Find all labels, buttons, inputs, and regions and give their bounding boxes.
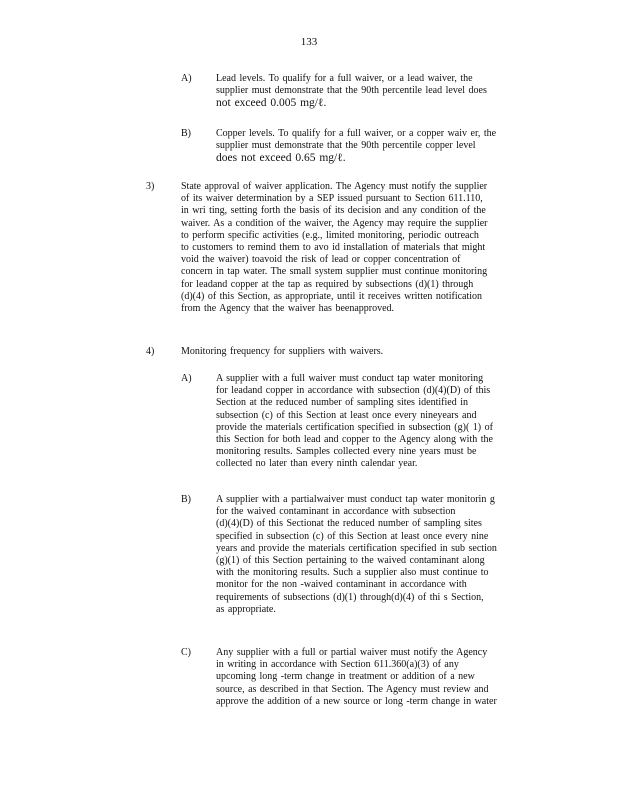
text-line: Any supplier with a full or partial waiver must notify the Agency	[216, 647, 488, 658]
item-label-partial-waiver: B)	[181, 494, 191, 505]
item-label-monitoring-frequency: 4)	[146, 346, 155, 357]
paragraph-lead-levels	[216, 73, 530, 110]
text-line: specified in subsection (c) of this Section at least once every nine	[216, 530, 489, 542]
text-line: monitor for the non -waived contaminant in accordance with	[216, 579, 467, 591]
text-line: Section at the reduced number of sampling sites identified in	[216, 397, 468, 409]
text-line: Monitoring frequency for suppliers with waivers.	[181, 346, 384, 357]
paragraph-partial-waiver	[216, 494, 536, 616]
text-line: monitoring results. Samples collected every nine years must be	[216, 446, 477, 458]
text-line: upcoming long -term change in treatment or addition of a new	[216, 671, 475, 683]
text-line: concern in tap water. The small system supplier must continue monitoring	[181, 266, 488, 278]
text-line: source, as described in that Section. The Agency must review and	[216, 683, 489, 695]
text-line: to perform specific activities (e.g., limited monitoring, periodic outreach	[181, 229, 479, 241]
text-line: with the monitoring results. Such a supplier also must continue to	[216, 567, 489, 579]
text-line: to customers to remind them to avo id installation of materials that might	[181, 242, 486, 254]
text-line: waiver. As a condition of the waiver, the Agency may require the supplier	[181, 217, 488, 229]
paragraph-state-approval	[181, 181, 537, 315]
text-line: for leadand copper at the tap as required by subsections (d)(1) through	[181, 278, 474, 290]
text-line: Lead levels. To qualify for a full waiver, or a lead waiver, the	[216, 73, 473, 84]
item-label-lead-levels: A)	[181, 73, 192, 84]
item-label-state-approval: 3)	[146, 181, 155, 192]
text-line: void the waiver) toavoid the risk of lead or copper concentration of	[181, 254, 461, 266]
text-line: (g)(1) of this Section pertaining to the waived contaminant along	[216, 555, 485, 567]
text-line: A supplier with a full waiver must conduct tap water monitoring	[216, 373, 484, 384]
item-label-notify-agency: C)	[181, 647, 191, 658]
page-number: 133	[300, 36, 318, 48]
text-line: approve the addition of a new source or long -term change in water	[216, 695, 497, 707]
paragraph-full-waiver	[216, 373, 536, 471]
text-line: supplier must demonstrate that the 90th percentile copper level	[216, 140, 476, 152]
text-line: (d)(4)(D) of this Sectionat the reduced number of sampling sites	[216, 518, 482, 530]
item-label-copper-levels: B)	[181, 128, 191, 139]
text-line: from the Agency that the waiver has beenapproved.	[181, 303, 395, 315]
text-line: Copper levels. To qualify for a full waiver, or a copper waiv er, the	[216, 128, 497, 139]
paragraph-monitoring-frequency	[181, 346, 537, 358]
text-line: State approval of waiver application. The Agency must notify the supplier	[181, 181, 488, 192]
text-line: not exceed 0.005 mg/ℓ.	[216, 97, 327, 110]
text-line: this Section for both lead and copper to the Agency along with the	[216, 434, 493, 446]
text-line: in wri ting, setting forth the basis of its decision and any condition of the	[181, 205, 486, 217]
text-line: years and provide the materials certification specified in sub section	[216, 542, 497, 554]
text-line: provide the materials certification specified in subsection (g)( 1) of	[216, 421, 493, 433]
text-line: of its waiver determination by a SEP issued pursuant to Section 611.110,	[181, 193, 483, 205]
text-line: for leadand copper in accordance with subsection (d)(4)(D) of this	[216, 385, 491, 397]
text-line: A supplier with a partialwaiver must conduct tap water monitorin g	[216, 494, 495, 505]
text-line: collected no later than every ninth calendar year.	[216, 458, 418, 470]
text-line: requirements of subsections (d)(1) through(d)(4) of thi s Section,	[216, 591, 484, 603]
text-line: does not exceed 0.65 mg/ℓ.	[216, 152, 346, 165]
paragraph-copper-levels	[216, 128, 538, 165]
text-line: in writing in accordance with Section 611.360(a)(3) of any	[216, 659, 459, 671]
text-line: as appropriate.	[216, 603, 276, 615]
paragraph-notify-agency	[216, 647, 536, 708]
text-line: supplier must demonstrate that the 90th percentile lead level does	[216, 85, 487, 97]
item-label-full-waiver: A)	[181, 373, 192, 384]
text-line: subsection (c) of this Section at least once every nineyears and	[216, 409, 477, 421]
text-line: (d)(4) of this Section, as appropriate, until it receives written notification	[181, 290, 483, 302]
text-line: for the waived contaminant in accordance with subsection	[216, 506, 456, 518]
